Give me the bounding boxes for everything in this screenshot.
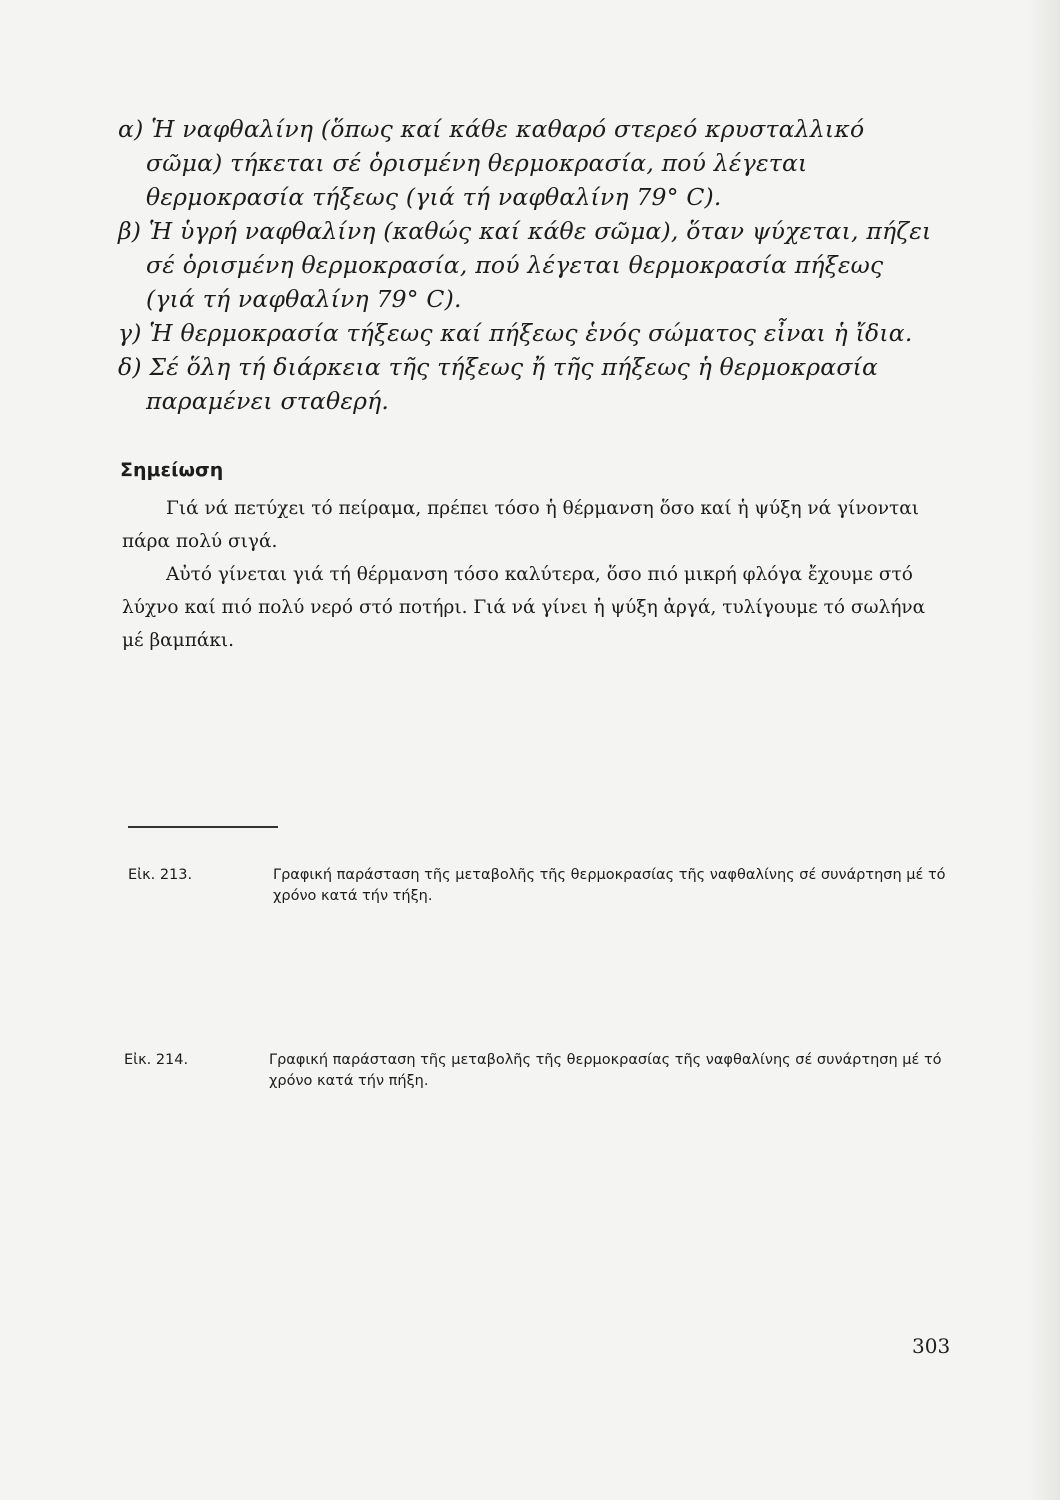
note-heading: Σημείωση xyxy=(120,459,224,481)
figure-caption-text: Γραφική παράσταση τῆς μεταβολῆς τῆς θερμοκρασίας τῆς ναφθαλίνης σέ συνάρτηση μέ τό χρόνο κατά τήν τήξη. xyxy=(273,867,946,904)
note-paragraph: Αὐτό γίνεται γιά τή θέρμανση τόσο καλύτερα, ὅσο πιό μικρή φλόγα ἔχουμε στό λύχνο καί πιό πολύ νερό στό ποτήρι. Γιά νά γίνει ἡ ψύξη ἀργά, τυλίγουμε τό σωλήνα μέ βαμπάκι. xyxy=(122,564,926,651)
conclusion-item: α) Ἡ ναφθαλίνη (ὅπως καί κάθε καθαρό στερεό κρυσταλλικό σῶμα) τήκεται σέ ὁρισμένη θερμοκρασία, πού λέγεται θερμοκρασία τήξεως (γιά τή ναφθαλίνη 79° C). xyxy=(118,115,865,211)
note-paragraph: Γιά νά πετύχει τό πείραμα, πρέπει τόσο ἡ θέρμανση ὅσο καί ἡ ψύξη νά γίνονται πάρα πολύ σιγά. xyxy=(122,498,919,552)
conclusions-list xyxy=(118,112,938,418)
conclusion-item: β) Ἡ ὑγρή ναφθαλίνη (καθώς καί κάθε σῶμα), ὅταν ψύχεται, πήζει σέ ὁρισμένη θερμοκρασία, πού λέγεται θερμοκρασία πήξεως (γιά τή ναφθαλίνη 79° C). xyxy=(118,217,932,313)
conclusion-item: δ) Σέ ὅλη τή διάρκεια τῆς τήξεως ἤ τῆς πήξεως ἡ θερμοκρασία παραμένει σταθερή. xyxy=(118,353,879,415)
footnote-divider xyxy=(128,826,278,828)
page-number: 303 xyxy=(912,1334,951,1358)
figure-caption-213 xyxy=(128,865,958,907)
figure-label: Εἰκ. 213. xyxy=(128,867,193,883)
figure-caption-214 xyxy=(124,1050,954,1092)
figure-label: Εἰκ. 214. xyxy=(124,1052,189,1068)
conclusion-item: γ) Ἡ θερμοκρασία τήξεως καί πήξεως ἑνός σώματος εἶναι ἡ ἴδια. xyxy=(118,319,913,347)
page-edge-shadow xyxy=(1026,0,1060,1500)
figure-caption-text: Γραφική παράσταση τῆς μεταβολῆς τῆς θερμοκρασίας τῆς ναφθαλίνης σέ συνάρτηση μέ τό χρόνο κατά τήν πήξη. xyxy=(269,1052,942,1089)
note-body xyxy=(122,492,940,657)
